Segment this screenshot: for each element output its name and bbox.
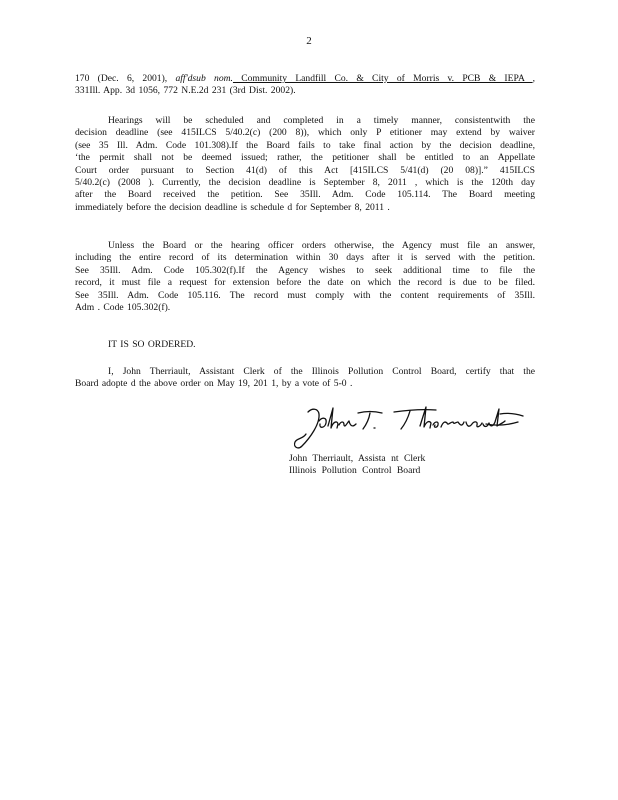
signature-drawing [286, 404, 531, 454]
hearings-line-4: ‘the permit shall not be deemed issued; rather, the petitioner shall be entitled to an Appellate [75, 152, 535, 164]
citation-paragraph [75, 73, 535, 98]
answer-line-4: record, it must file a request for extension before the date on which the record is due to be filed. [75, 277, 535, 289]
hearings-line-3: (see 35 Ill. Adm. Code 101.308).If the Board fails to take final action by the decision deadline, [75, 139, 535, 151]
page-number: 2 [306, 35, 312, 47]
hearings-line-2: decision deadline (see 415ILCS 5/40.2(c) (200 8)), which only P etitioner may extend by waiver [75, 127, 535, 139]
citation-line-1-start: 170 (Dec. 6, 2001), [75, 73, 176, 84]
signer-name-title: John Therriault, Assista nt Clerk [289, 453, 426, 464]
signer-organization: Illinois Pollution Control Board [289, 465, 421, 477]
citation-italic-text: aff'dsub nom. [175, 73, 233, 84]
hearings-line-1: Hearings will be scheduled and completed in a timely manner, consistentwith the [108, 115, 535, 126]
answer-line-5: See 35Ill. Adm. Code 105.116. The record must comply with the content requirements of 35Ill. [75, 289, 535, 301]
hearings-paragraph [75, 115, 535, 214]
certification-paragraph [75, 366, 535, 391]
hearings-line-5: Court order pursuant to Section 41(d) of this Act [415ILCS 5/41(d) (20 08)].” 415ILCS [75, 164, 535, 176]
answer-paragraph [75, 240, 535, 314]
citation-case-name: Community Landfill Co. & City of Morris v. PCB & IEPA [232, 73, 533, 84]
citation-line-2: 331Ill. App. 3d 1056, 772 N.E.2d 231 (3rd Dist. 2002). [75, 85, 296, 97]
so-ordered-text: IT IS SO ORDERED. [108, 339, 196, 350]
answer-line-1: Unless the Board or the hearing officer orders otherwise, the Agency must file an answer, [108, 240, 535, 251]
citation-line-1 [75, 73, 535, 85]
hearings-line-6: 5/40.2(c) (2008 ). Currently, the decision deadline is September 8, 2011 , which is the 120th day [75, 177, 535, 189]
citation-line-1-end: , [532, 73, 536, 84]
answer-line-3: See 35Ill. Adm. Code 105.302(f).If the Agency wishes to seek additional time to file the [75, 264, 535, 276]
handwritten-signature [286, 404, 531, 454]
answer-line-2: including the entire record of its determination within 30 days after it is served with the petition. [75, 252, 535, 264]
hearings-line-8: immediately before the decision deadline is schedule d for September 8, 2011 . [75, 201, 390, 213]
answer-line-6: Adm . Code 105.302(f). [75, 302, 171, 314]
so-ordered-paragraph [75, 339, 535, 351]
certification-line-1: I, John Therriault, Assistant Clerk of the Illinois Pollution Control Board, certify that the [108, 366, 535, 377]
hearings-line-7: after the Board received the petition. See 35Ill. Adm. Code 105.114. The Board meeting [75, 189, 535, 201]
certification-line-2: Board adopte d the above order on May 19, 201 1, by a vote of 5-0 . [75, 378, 353, 390]
signer-block [289, 453, 425, 478]
